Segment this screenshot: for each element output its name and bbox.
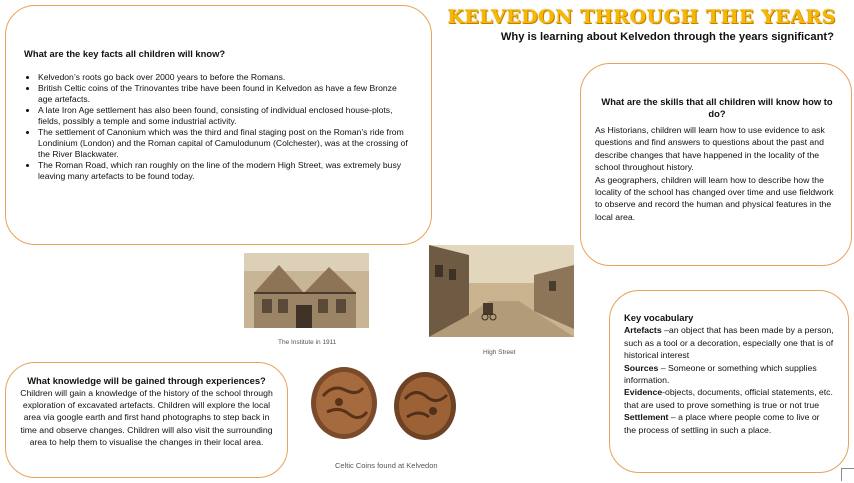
vocabulary-box (609, 290, 849, 473)
vocab-entry-settlement (624, 411, 834, 436)
vocab-definition: –an object that has been made by a person, such as a tool or a decoration, especially one that is of historical interest (624, 325, 834, 361)
coins-caption: Celtic Coins found at Kelvedon (335, 461, 438, 470)
skills-box (580, 63, 852, 266)
celtic-coin-2 (393, 371, 458, 441)
institute-caption: The Institute in 1911 (278, 339, 337, 346)
vocabulary-heading: Key vocabulary (624, 312, 694, 323)
high-street-photo (429, 245, 574, 337)
experiences-box (5, 362, 288, 478)
list-item: • Kelvedon’s roots go back over 2000 years to before the Romans. (38, 72, 413, 83)
key-facts-list (24, 72, 413, 182)
corner-mark (841, 468, 854, 481)
vocab-definition: – Someone or something which supplies information. (624, 362, 817, 386)
list-item: • British Celtic coins of the Trinovantes tribe have been found in Kelvedon as have a few Bronze age artefacts. (38, 83, 413, 105)
key-facts-heading: What are the key facts all children will know? (24, 48, 226, 59)
list-item: • A late Iron Age settlement has also been found, consisting of individual enclosed house-plots, fields, possibly a temple and some industrial activity. (38, 105, 413, 127)
vocab-term: Evidence (624, 387, 663, 398)
list-item: • The settlement of Canonium which was the third and final staging post on the Roman’s ride from Londinium (London) and the Roman capital of Camulodunum (Colchester), was at the crossing of the River Blackwater. (38, 127, 413, 160)
skills-body-2: As geographers, children will learn how to describe how the locality of the school has changed over time and use fieldwork to observe and record the human and physical features in the local area. (595, 174, 834, 222)
vocab-term: Artefacts (624, 325, 662, 336)
high-street-caption: High Street (483, 349, 516, 356)
page-subtitle: Why is learning about Kelvedon through the years significant? (500, 31, 834, 43)
page-title: KELVEDON THROUGH THE YEARS (447, 6, 836, 28)
experiences-heading: What knowledge will be gained through experiences? (27, 375, 266, 386)
experiences-body: Children will gain a knowledge of the history of the school through exploration of excavated artefacts. Children will explore the local area via google earth and first hand photographs to step back in time and observe changes. Children will also visit the surrounding area to help them to visualise the changes in their local area. (20, 388, 273, 447)
key-facts-box (5, 5, 432, 245)
celtic-coin-1 (309, 366, 379, 441)
vocab-term: Settlement (624, 412, 669, 423)
list-item: • The Roman Road, which ran roughly on the line of the modern High Street, was extremely busy leaving many artefacts to be found today. (38, 160, 413, 182)
vocab-definition: -objects, documents, official statements, etc. that are used to prove something is true or not true (624, 387, 833, 410)
vocab-entry-evidence (624, 386, 834, 411)
skills-body: As Historians, children will learn how to use evidence to ask questions and find answers to questions about the past and describe changes that have happened in the locality of the school throughout history. (595, 125, 825, 173)
skills-heading: What are the skills that all children will know how to do? (601, 96, 833, 119)
vocab-term: Sources (624, 362, 659, 373)
vocab-entry-sources (624, 362, 834, 387)
vocab-entry-artefacts (624, 324, 834, 361)
vocab-definition: – a place where people come to live or the process of settling in such a place. (624, 412, 820, 435)
institute-photo (244, 253, 369, 328)
